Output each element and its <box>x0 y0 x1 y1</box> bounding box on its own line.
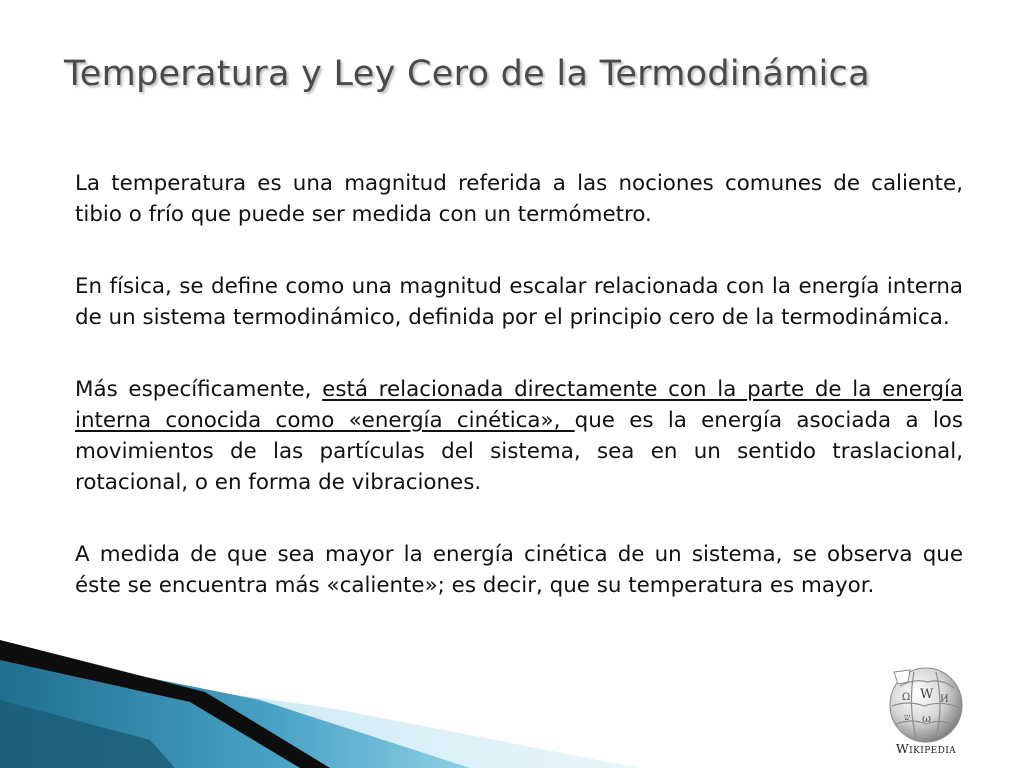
wikipedia-wordmark: Wikipedia <box>895 741 957 756</box>
slide-title: Temperatura y Ley Cero de la Termodinámica <box>64 54 870 94</box>
wikipedia-globe-icon <box>884 664 968 744</box>
energia-cinetica-underlined: está relacionada directamente con la parte de la energía interna conocida como «energía cinética», <box>75 377 963 433</box>
paragraph-4 <box>75 539 963 601</box>
svg-text:W: W <box>920 687 934 702</box>
paragraph-2-text: En física, se define como una magnitud escalar relacionada con la energía interna de un sistema termodinámico, definida por el principio cero de la termodinámica. <box>75 274 963 330</box>
svg-text:ש: ש <box>904 713 911 723</box>
paragraph-2 <box>75 271 963 333</box>
temperatura-link[interactable]: temperatura <box>111 171 247 196</box>
paragraph-3-text-rest: que es la energía asociada a los movimientos de las partículas del sistema, sea en un sentido traslacional, rotacional, o en forma de vibraciones. <box>75 408 963 495</box>
paragraph-1-text-rest: es una magnitud referida a las nociones comunes de caliente, tibio o frío que puede ser medida con un termómetro. <box>75 171 963 227</box>
svg-text:И: И <box>940 694 949 705</box>
slide-body <box>75 168 963 642</box>
paragraph-3 <box>75 374 963 498</box>
paragraph-4-text: A medida de que sea mayor la energía cinética de un sistema, se observa que éste se encuentra más «caliente»; es decir, que su temperatura es mayor. <box>75 542 963 598</box>
paragraph-3-text: Más específicamente, <box>75 377 323 402</box>
paragraph-1 <box>75 168 963 230</box>
svg-text:Ω: Ω <box>902 692 911 703</box>
svg-text:ω: ω <box>922 712 931 725</box>
paragraph-1-text: La <box>75 171 112 196</box>
